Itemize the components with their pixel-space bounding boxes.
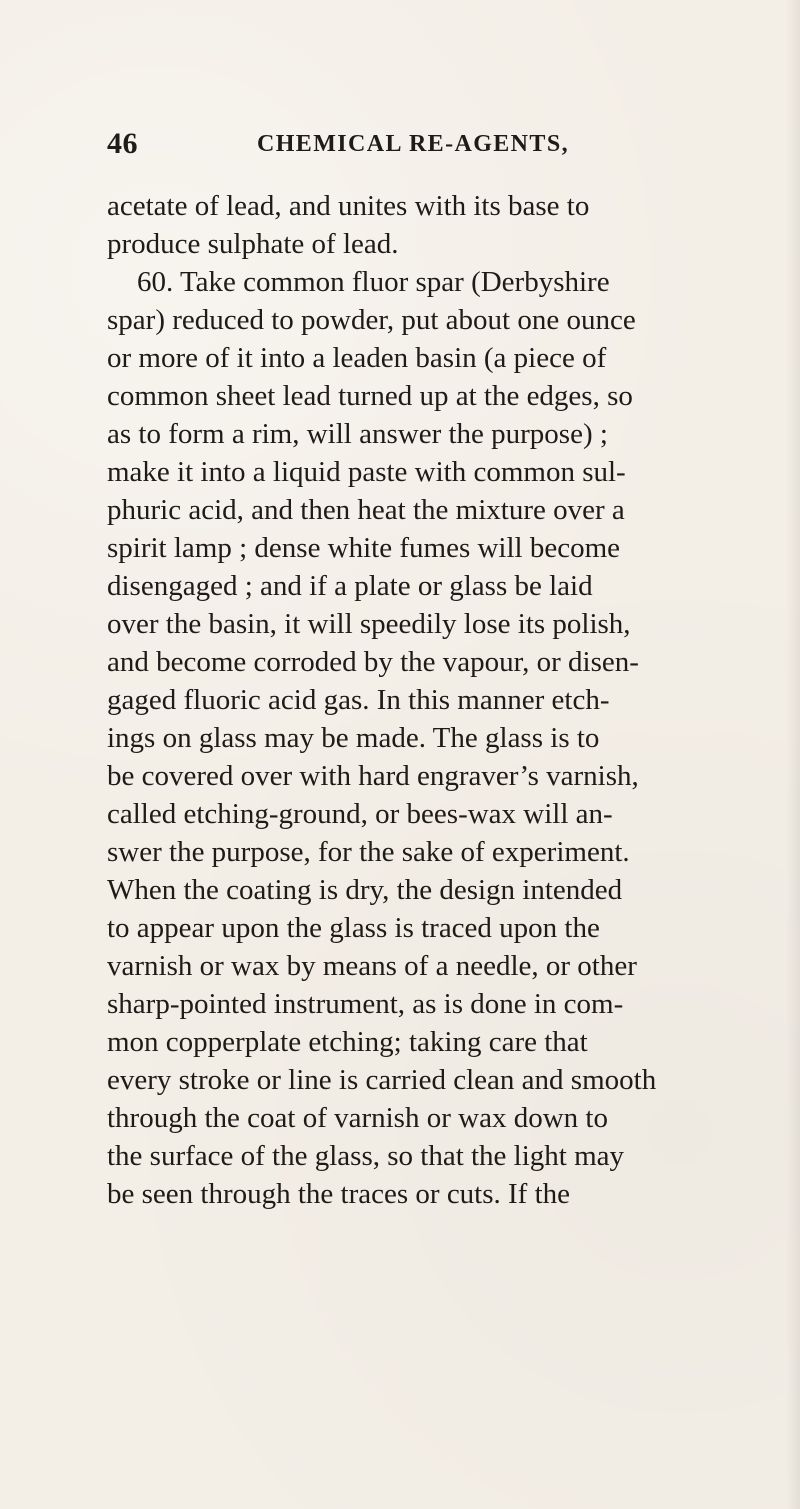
text-line: gaged fluoric acid gas. In this manner etch- xyxy=(107,684,610,716)
text-line: acetate of lead, and unites with its base to xyxy=(107,190,590,222)
text-line: disengaged ; and if a plate or glass be laid xyxy=(107,570,593,602)
text-line: phuric acid, and then heat the mixture over a xyxy=(107,494,625,526)
text-line: mon copperplate etching; taking care that xyxy=(107,1026,588,1058)
text-line: through the coat of varnish or wax down to xyxy=(107,1102,608,1134)
text-line: ings on glass may be made. The glass is to xyxy=(107,722,600,754)
text-line: be covered over with hard engraver’s varnish, xyxy=(107,760,639,792)
text-line: be seen through the traces or cuts. If the xyxy=(107,1178,571,1210)
text-line: over the basin, it will speedily lose its polish, xyxy=(107,608,631,640)
text-line: common sheet lead turned up at the edges, so xyxy=(107,380,633,412)
text-line: spar) reduced to powder, put about one ounce xyxy=(107,304,636,336)
text-line: called etching-ground, or bees-wax will an- xyxy=(107,798,613,830)
paragraph-start-line: 60. Take common fluor spar (Derbyshire xyxy=(137,266,610,298)
text-line: and become corroded by the vapour, or disen- xyxy=(107,646,639,678)
text-line: spirit lamp ; dense white fumes will become xyxy=(107,532,621,564)
text-line: as to form a rim, will answer the purpose) ; xyxy=(107,418,608,450)
page-number: 46 xyxy=(107,127,138,160)
running-head: CHEMICAL RE-AGENTS, xyxy=(257,131,569,157)
text-line: sharp-pointed instrument, as is done in com- xyxy=(107,988,624,1020)
text-line: varnish or wax by means of a needle, or other xyxy=(107,950,637,982)
text-line: When the coating is dry, the design intended xyxy=(107,874,623,906)
text-line: to appear upon the glass is traced upon the xyxy=(107,912,600,944)
text-line: or more of it into a leaden basin (a piece of xyxy=(107,342,607,374)
page-edge-shadow xyxy=(786,0,800,1509)
text-line: make it into a liquid paste with common sul- xyxy=(107,456,626,488)
text-line: produce sulphate of lead. xyxy=(107,228,399,260)
text-line: the surface of the glass, so that the light may xyxy=(107,1140,625,1172)
text-line: swer the purpose, for the sake of experiment. xyxy=(107,836,630,868)
page-header xyxy=(107,127,757,169)
body-text xyxy=(107,187,758,1213)
text-line: every stroke or line is carried clean and smooth xyxy=(107,1064,657,1096)
